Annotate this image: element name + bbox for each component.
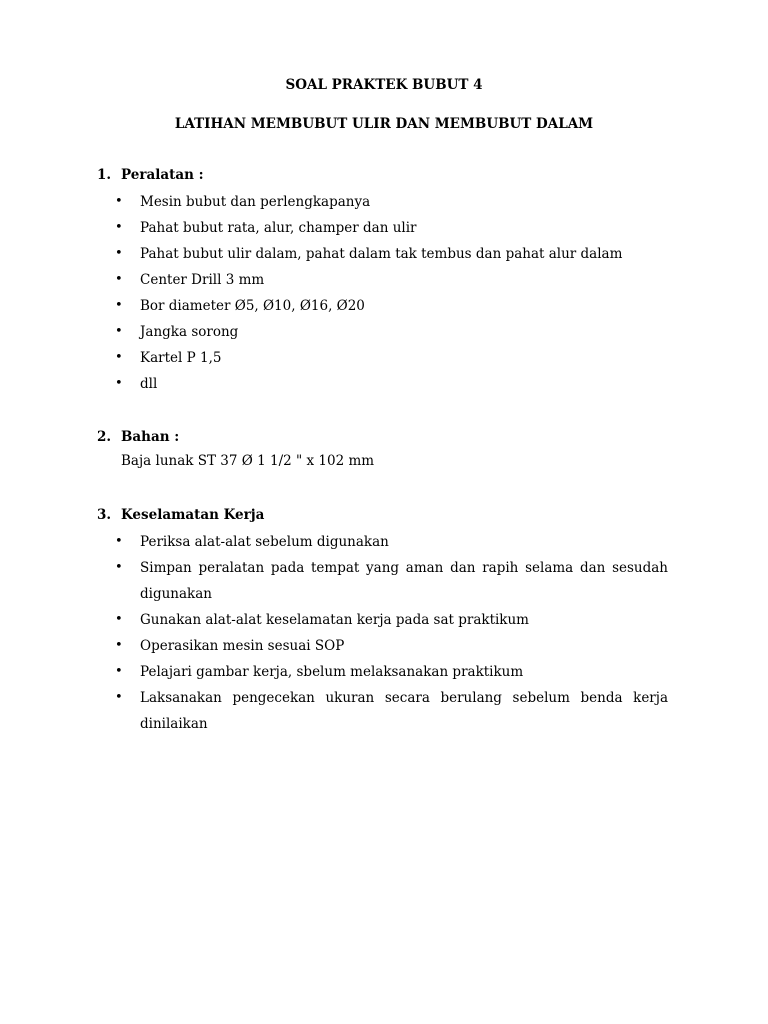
section-heading-peralatan [97, 167, 204, 183]
bullet-icon: • [115, 664, 123, 679]
list-item [112, 607, 668, 633]
section-title: Bahan : [121, 429, 180, 445]
document-title: SOAL PRAKTEK BUBUT 4 [285, 77, 483, 93]
peralatan-list [112, 189, 668, 397]
list-item [112, 555, 668, 607]
list-item [112, 371, 668, 397]
list-item-text: Mesin bubut dan perlengkapanya [140, 194, 371, 210]
list-item [112, 685, 668, 737]
bullet-icon: • [115, 324, 123, 339]
section-number: 1. [97, 167, 112, 183]
list-item-text: Laksanakan pengecekan ukuran secara berulang sebelum benda kerja dinilaikan [140, 690, 668, 732]
list-item [112, 267, 668, 293]
list-item-text: dll [140, 376, 158, 392]
section-heading-keselamatan [97, 507, 264, 523]
bullet-icon: • [115, 272, 123, 287]
bullet-icon: • [115, 246, 123, 261]
list-item [112, 529, 668, 555]
list-item-text: Center Drill 3 mm [140, 272, 265, 288]
bullet-icon: • [115, 560, 123, 575]
list-item-text: Operasikan mesin sesuai SOP [140, 638, 345, 654]
bullet-icon: • [115, 690, 123, 705]
list-item-text: Gunakan alat-alat keselamatan kerja pada sat praktikum [140, 612, 529, 628]
bullet-icon: • [115, 638, 123, 653]
list-item [112, 659, 668, 685]
bullet-icon: • [115, 612, 123, 627]
bahan-text: Baja lunak ST 37 Ø 1 1/2 " x 102 mm [121, 453, 375, 469]
bullet-icon: • [115, 376, 123, 391]
list-item [112, 293, 668, 319]
section-title: Keselamatan Kerja [121, 507, 265, 523]
bullet-icon: • [115, 350, 123, 365]
bullet-icon: • [115, 534, 123, 549]
section-number: 3. [97, 507, 112, 523]
list-item-text: Pelajari gambar kerja, sbelum melaksanakan praktikum [140, 664, 524, 680]
list-item-text: Simpan peralatan pada tempat yang aman dan rapih selama dan sesudah digunakan [140, 560, 668, 602]
list-item-text: Jangka sorong [140, 324, 239, 340]
list-item-text: Pahat bubut rata, alur, champer dan ulir [140, 220, 417, 236]
list-item-text: Periksa alat-alat sebelum digunakan [140, 534, 389, 550]
document-subtitle: LATIHAN MEMBUBUT ULIR DAN MEMBUBUT DALAM [174, 116, 594, 132]
list-item [112, 215, 668, 241]
list-item-text: Kartel P 1,5 [140, 350, 222, 366]
bullet-icon: • [115, 298, 123, 313]
section-title: Peralatan : [121, 167, 204, 183]
list-item-text: Bor diameter Ø5, Ø10, Ø16, Ø20 [140, 298, 365, 314]
list-item [112, 189, 668, 215]
list-item [112, 633, 668, 659]
keselamatan-list [112, 529, 668, 737]
section-number: 2. [97, 429, 112, 445]
section-heading-bahan [97, 429, 179, 445]
list-item [112, 241, 668, 267]
bullet-icon: • [115, 220, 123, 235]
list-item-text: Pahat bubut ulir dalam, pahat dalam tak tembus dan pahat alur dalam [140, 246, 623, 262]
bullet-icon: • [115, 194, 123, 209]
list-item [112, 345, 668, 371]
list-item [112, 319, 668, 345]
